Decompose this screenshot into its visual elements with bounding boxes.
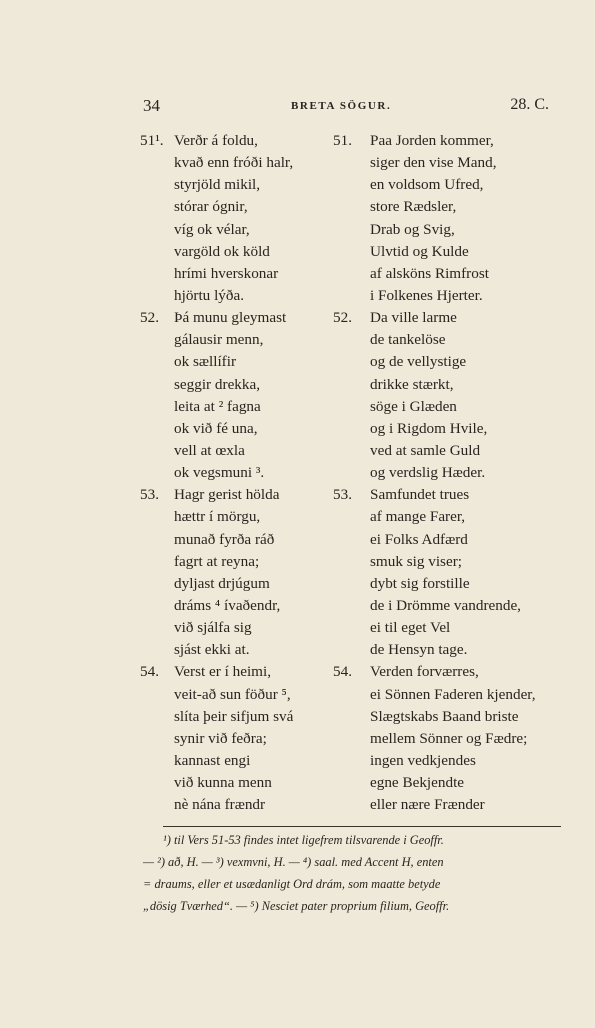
verse-line [140,130,340,152]
verse-text: smuk sig viser; [370,552,462,570]
verse-text: de tankelöse [370,331,446,349]
verse-line [333,661,563,683]
verse-line [140,219,340,241]
footnote-text: „dösig Tværhed“. — ⁵) Nesciet pater proprium filium, Geoffr. [143,899,450,913]
verse-line [140,728,340,750]
verse-text: dráms ⁴ ívaðendr, [174,596,281,614]
verse-line [333,285,563,307]
footnote-rule [163,826,561,827]
verse-line [333,728,563,750]
running-title: BRETA SÖGUR. [291,100,392,112]
verse-text: dybt sig forstille [370,574,470,592]
page-header [143,96,555,118]
verse-line [140,706,340,728]
verse-line [140,573,340,595]
verse-text: vell at œxla [174,441,245,459]
verse-line [140,750,340,772]
stanza-number: 54. [140,663,159,681]
verse-text: fagrt at reyna; [174,552,260,570]
verse-text: ei Sönnen Faderen kjender, [370,685,536,703]
verse-line [140,263,340,285]
verse-line [333,418,563,440]
verse-text: Verst er í heimi, [174,663,272,681]
stanza-number: 54. [333,663,352,681]
verse-line [333,772,563,794]
verse-line [140,329,340,351]
footnote-line [143,873,568,895]
verse-line [333,396,563,418]
verse-line [333,263,563,285]
verse-text: víg ok vélar, [174,220,250,238]
verse-text: ok vegsmuni ³. [174,464,265,482]
stanza-number: 51¹. [140,132,164,149]
verse-line [333,639,563,661]
verse-line [333,374,563,396]
verse-text: styrjöld mikil, [174,176,261,194]
verse-line [333,617,563,639]
verse-text: og verdslig Hæder. [370,464,486,482]
verse-text: ei Folks Adfærd [370,530,468,548]
footnotes [143,829,568,917]
verse-line [140,351,340,373]
verse-text: við sjálfa sig [174,619,252,637]
verse-text: siger den vise Mand, [370,154,497,172]
verse-text: Þá munu gleymast [174,309,287,327]
verse-line [140,462,340,484]
verse-line [333,684,563,706]
verse-text: veit-að sun föður ⁵, [174,685,291,703]
verse-line [140,440,340,462]
verse-line [140,794,340,816]
verse-line [140,285,340,307]
verse-text: eller nære Frænder [370,796,485,814]
verse-text: Hagr gerist hölda [174,486,280,504]
verse-line [333,462,563,484]
verse-line [140,418,340,440]
verse-line [333,506,563,528]
verse-text: slíta þeir sifjum svá [174,707,294,725]
verse-text: dyljast drjúgum [174,574,270,592]
verse-line [333,706,563,728]
verse-text: Drab og Svig, [370,220,455,238]
verse-line [140,661,340,683]
verse-text: Samfundet trues [370,486,470,504]
verse-line [333,573,563,595]
verse-text: egne Bekjendte [370,774,465,792]
verse-line [333,484,563,506]
verse-text: leita at ² fagna [174,397,261,415]
old-norse-verse-column [140,130,340,816]
verse-line [140,684,340,706]
verse-line [140,595,340,617]
verse-text: vargöld ok köld [174,242,270,260]
verse-line [140,307,340,329]
verse-text: ok við fé una, [174,419,258,437]
stanza-number: 52. [333,309,352,327]
verse-text: nè nána frændr [174,796,266,814]
verse-text: mellem Sönner og Fædre; [370,729,528,747]
verse-text: Da ville larme [370,309,457,327]
verse-text: Slægtskabs Baand briste [370,707,519,725]
section-marker: 28. C. [510,96,549,113]
verse-line [333,219,563,241]
footnote-text: = draums, eller et usædanligt Ord drám, som maatte betyde [143,877,441,891]
verse-line [140,174,340,196]
verse-text: hrími hverskonar [174,264,279,282]
verse-text: ingen vedkjendes [370,751,476,769]
verse-text: af mange Farer, [370,508,466,526]
verse-line [140,374,340,396]
verse-line [140,196,340,218]
stanza-number: 53. [140,486,159,504]
verse-text: kannast engi [174,751,251,769]
verse-text: Verðr á foldu, [174,132,258,149]
verse-line [140,396,340,418]
verse-text: hjörtu lýða. [174,286,245,304]
verse-text: söge i Glæden [370,397,457,415]
verse-line [140,484,340,506]
verse-line [140,551,340,573]
verse-text: de Hensyn tage. [370,641,468,659]
verse-text: seggir drekka, [174,375,261,393]
verse-text: de i Drömme vandrende, [370,596,521,614]
stanza-number: 52. [140,309,159,327]
verse-line [333,794,563,816]
verse-line [333,329,563,351]
verse-text: synir við feðra; [174,729,267,747]
verse-text: stórar ógnir, [174,198,248,216]
verse-text: ei til eget Vel [370,619,451,637]
footnote-text: ¹) til Vers 51-53 findes intet ligefrem tilsvarende i Geoffr. [163,833,444,847]
verse-text: við kunna menn [174,774,272,792]
danish-translation-column [333,130,563,816]
verse-line [140,772,340,794]
verse-line [333,307,563,329]
verse-text: store Rædsler, [370,198,457,216]
verse-line [333,750,563,772]
verse-text: og de vellystige [370,353,467,371]
verse-line [140,639,340,661]
verse-line [333,152,563,174]
verse-line [140,529,340,551]
verse-line [333,241,563,263]
verse-line [140,152,340,174]
footnote-line [143,895,568,917]
verse-text: gálausir menn, [174,331,264,349]
verse-text: munað fyrða ráð [174,530,275,548]
verse-text: kvað enn fróði halr, [174,154,294,172]
stanza-number: 51. [333,132,352,149]
verse-text: Paa Jorden kommer, [370,132,494,149]
verse-line [333,351,563,373]
verse-text: hættr í mörgu, [174,508,261,526]
verse-line [140,506,340,528]
verse-line [333,440,563,462]
stanza-number: 53. [333,486,352,504]
verse-line [140,617,340,639]
verse-text: ok sællífir [174,353,237,371]
page-number: 34 [143,96,160,115]
verse-text: af alsköns Rimfrost [370,264,489,282]
footnote-line [143,851,568,873]
verse-line [333,551,563,573]
verse-line [333,174,563,196]
verse-text: Ulvtid og Kulde [370,242,469,260]
verse-line [333,130,563,152]
verse-text: en voldsom Ufred, [370,176,484,194]
verse-line [140,241,340,263]
verse-text: drikke stærkt, [370,375,454,393]
verse-text: sjást ekki at. [174,641,250,659]
footnote-text: — ²) að, H. — ³) vexmvni, H. — ⁴) saal. med Accent H, enten [143,855,444,869]
verse-line [333,595,563,617]
verse-line [333,196,563,218]
verse-text: ved at samle Guld [370,441,481,459]
footnote-line [143,829,568,851]
verse-text: Verden forværres, [370,663,479,681]
verse-text: og i Rigdom Hvile, [370,419,488,437]
verse-line [333,529,563,551]
verse-text: i Folkenes Hjerter. [370,286,483,304]
